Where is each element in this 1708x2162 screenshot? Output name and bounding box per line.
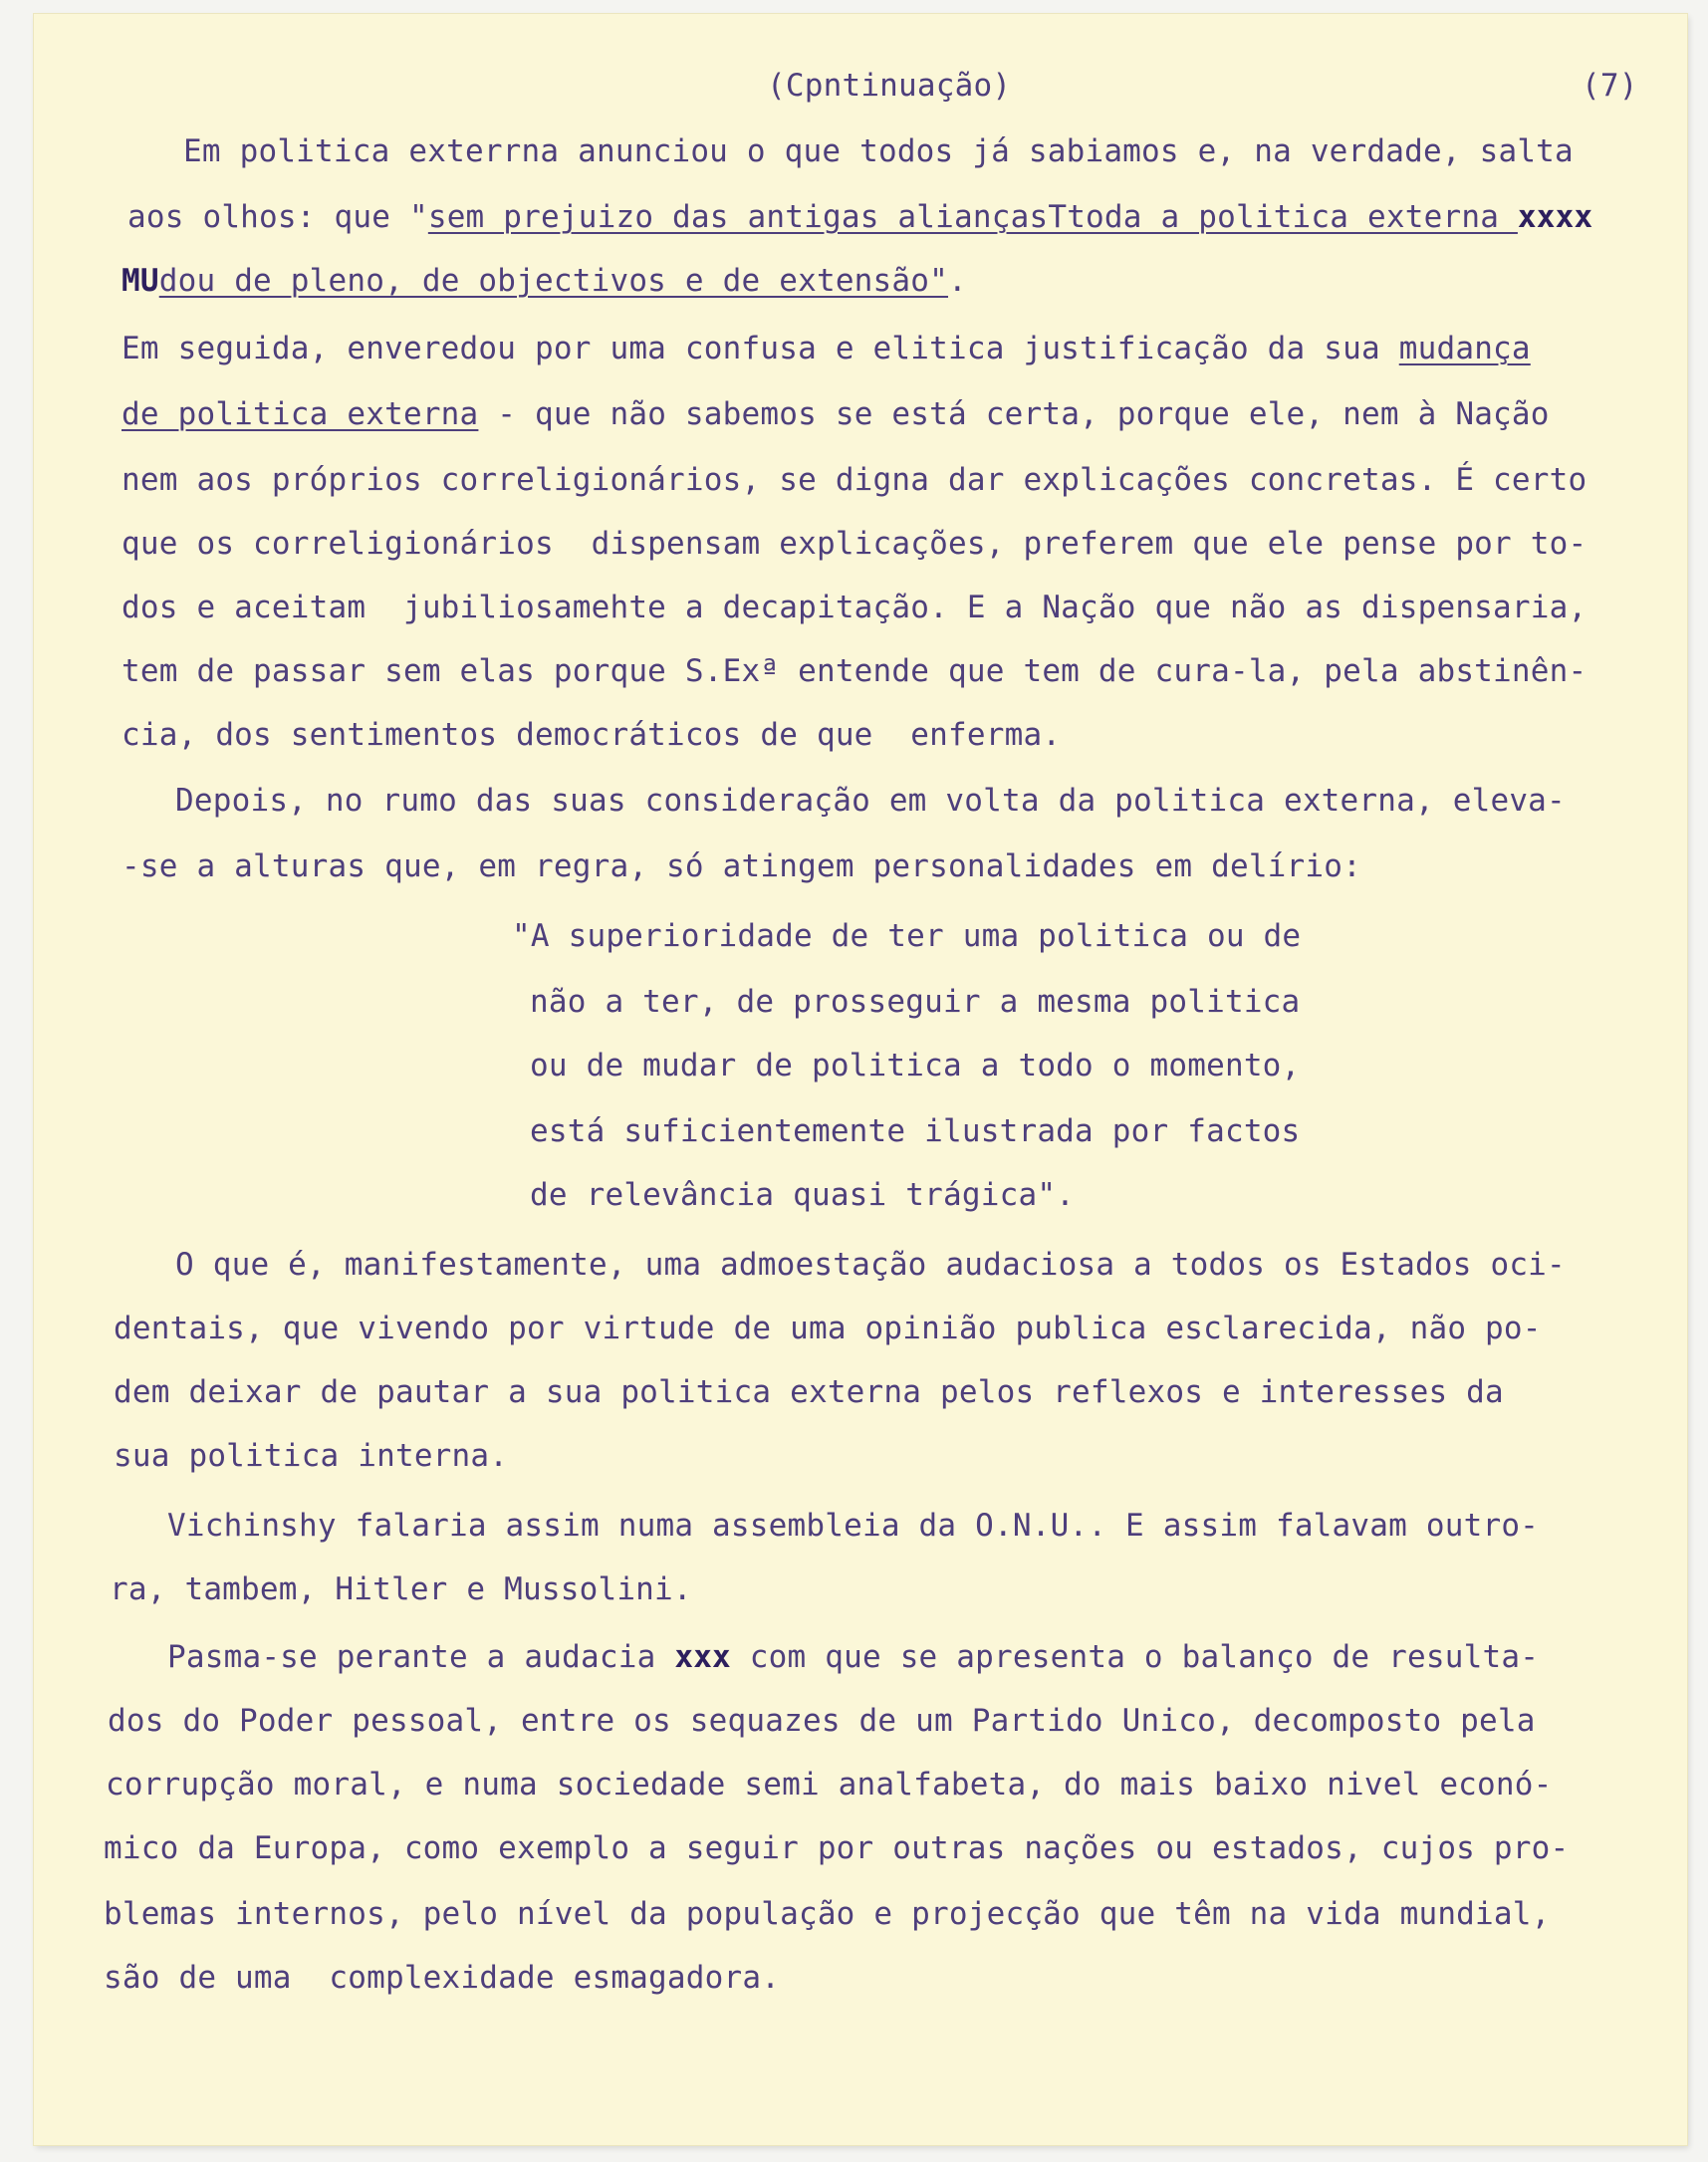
text-segment: não a ter, de prosseguir a mesma politica xyxy=(530,984,1301,1020)
text-segment: tem de passar sem elas porque S.Exª entende que tem de cura-la, pela abstinên- xyxy=(122,653,1587,689)
typed-over-text: xxxx xyxy=(1517,199,1593,235)
typed-over-text: xxx xyxy=(674,1639,731,1675)
text-segment: aos olhos: que " xyxy=(127,199,428,235)
text-segment: . xyxy=(948,263,967,299)
text-line xyxy=(167,1637,1539,1677)
text-line xyxy=(106,1765,1553,1804)
text-segment: que os correligionários dispensam explicações, preferem que ele pense por to- xyxy=(122,526,1587,562)
text-segment: Depois, no rumo das suas consideração em volta da politica externa, eleva- xyxy=(175,783,1566,819)
text-line xyxy=(122,588,1586,627)
text-line xyxy=(122,394,1550,434)
quote-line xyxy=(530,1175,1075,1215)
text-segment: dem deixar de pautar a sua politica externa pelos reflexos e interesses da xyxy=(114,1374,1504,1410)
text-segment: dos e aceitam jubiliosamehte a decapitação. E a Nação que não as dispensaria, xyxy=(122,590,1587,625)
text-line xyxy=(122,460,1586,500)
text-line xyxy=(122,329,1531,368)
text-segment: Pasma-se perante a audacia xyxy=(167,1639,675,1675)
text-segment: Em politica exterrna anunciou o que todos já sabiamos e, na verdade, salta xyxy=(183,133,1574,169)
continuation-heading: (Cpntinuação) xyxy=(767,68,1012,104)
text-segment: está suficientemente ilustrada por factos xyxy=(530,1113,1301,1149)
text-line xyxy=(183,131,1574,171)
text-line xyxy=(122,524,1586,564)
text-line xyxy=(127,197,1592,237)
text-line xyxy=(114,1436,508,1476)
underlined-phrase: de politica externa xyxy=(122,396,479,432)
text-line xyxy=(108,1701,1536,1741)
text-segment: corrupção moral, e numa sociedade semi analfabeta, do mais baixo nivel econó- xyxy=(106,1767,1553,1802)
text-line xyxy=(114,1309,1542,1348)
text-segment: são de uma complexidade esmagadora. xyxy=(104,1960,781,1996)
text-segment: blemas internos, pelo nível da população e projecção que têm na vida mundial, xyxy=(104,1896,1551,1932)
text-line xyxy=(167,1506,1539,1546)
page-number: (7) xyxy=(1582,68,1638,104)
quote-line xyxy=(530,1046,1300,1085)
text-segment: dos do Poder pessoal, entre os sequazes de um Partido Unico, decomposto pela xyxy=(108,1703,1536,1739)
text-segment: ou de mudar de politica a todo o momento, xyxy=(530,1048,1301,1083)
text-line xyxy=(114,1372,1504,1412)
text-segment: dentais, que vivendo por virtude de uma opinião publica esclarecida, não po- xyxy=(114,1311,1542,1346)
text-line xyxy=(122,651,1586,691)
quote-line xyxy=(530,982,1300,1022)
text-segment: -se a alturas que, em regra, só atingem personalidades em delírio: xyxy=(122,848,1361,884)
text-segment: Vichinshy falaria assim numa assembleia da O.N.U.. E assim falavam outro- xyxy=(167,1508,1540,1544)
text-line xyxy=(104,1894,1551,1934)
text-line xyxy=(110,1569,692,1609)
underlined-phrase: mudança xyxy=(1398,331,1531,366)
quote-line xyxy=(530,1111,1300,1151)
quote-line xyxy=(512,916,1301,956)
text-line xyxy=(175,781,1566,821)
text-line xyxy=(122,715,1061,755)
text-line xyxy=(104,1828,1569,1868)
text-segment: cia, dos sentimentos democráticos de que enferma. xyxy=(122,717,1062,753)
text-line xyxy=(122,846,1361,886)
text-segment: - que não sabemos se está certa, porque ele, nem à Nação xyxy=(478,396,1550,432)
text-segment: ra, tambem, Hitler e Mussolini. xyxy=(110,1571,692,1607)
text-segment: com que se apresenta o balanço de resulta- xyxy=(730,1639,1540,1675)
underlined-quote: dou de pleno, de objectivos e de extensão" xyxy=(158,263,949,299)
text-line xyxy=(122,261,967,301)
text-segment: Em seguida, enveredou por uma confusa e elitica justificação da sua xyxy=(122,331,1399,366)
text-segment: "A superioridade de ter uma politica ou de xyxy=(512,918,1302,954)
text-line xyxy=(175,1245,1566,1285)
text-segment: nem aos próprios correligionários, se digna dar explicações concretas. É certo xyxy=(122,462,1587,498)
underlined-quote: sem prejuizo das antigas aliançasTtoda a politica externa xyxy=(427,199,1518,235)
text-segment: O que é, manifestamente, uma admoestação audaciosa a todos os Estados oci- xyxy=(175,1247,1566,1283)
text-segment: sua politica interna. xyxy=(114,1438,509,1474)
text-line xyxy=(104,1958,780,1998)
text-segment: mico da Europa, como exemplo a seguir por outras nações ou estados, cujos pro- xyxy=(104,1830,1570,1866)
typed-over-text: MU xyxy=(122,263,159,299)
text-segment: de relevância quasi trágica". xyxy=(530,1177,1076,1213)
